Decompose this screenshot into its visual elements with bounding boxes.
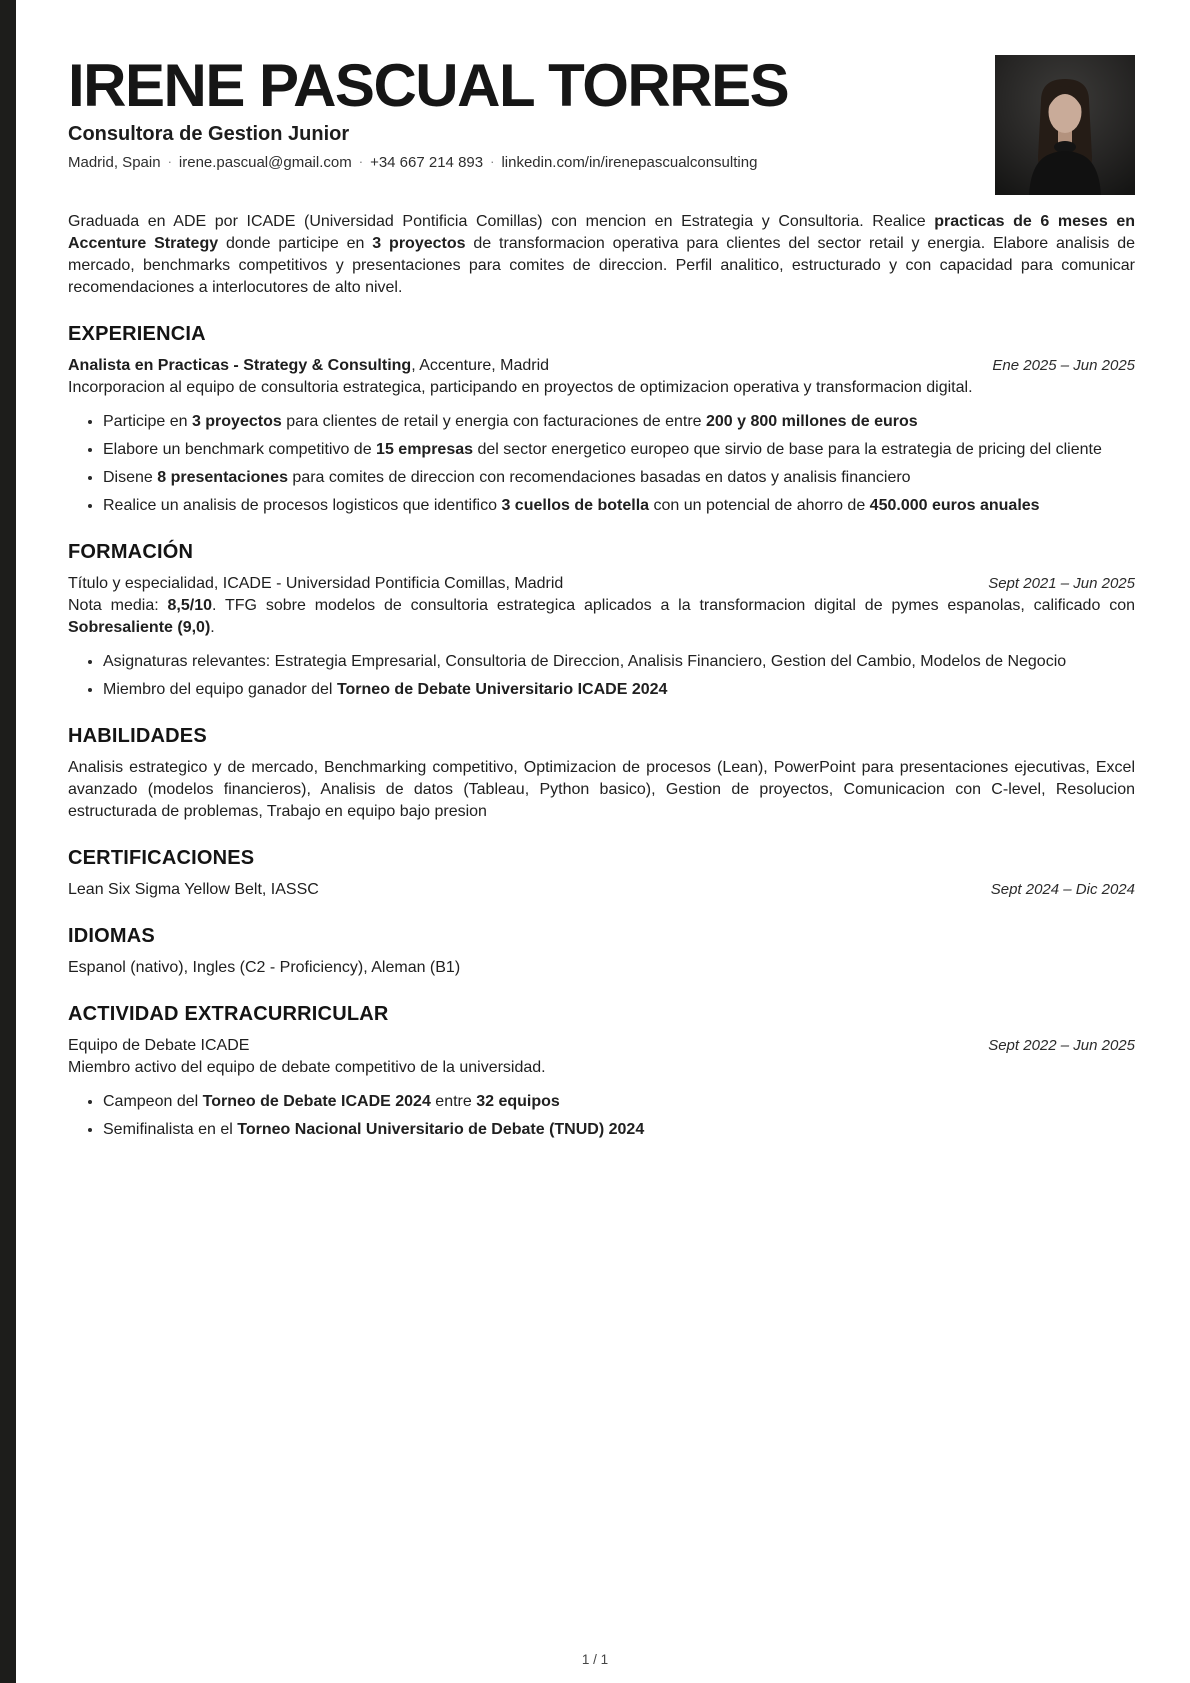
portrait-photo-graphic	[995, 55, 1135, 195]
profile-photo	[995, 55, 1135, 195]
contact-item: +34 667 214 893	[370, 154, 484, 172]
contact-item: linkedin.com/in/irenepascualconsulting	[501, 154, 758, 172]
resume-content	[68, 0, 1135, 1155]
bullet-item: • Asignaturas relevantes: Estrategia Empresarial, Consultoria de Direccion, Analisis Financiero, Gestion del Cambio, Modelos de Negocio	[103, 651, 1135, 673]
entry	[68, 573, 1135, 701]
section-heading: CERTIFICACIONES	[68, 847, 255, 869]
section-actividad-extracurricular	[68, 1003, 1135, 1141]
resume-header	[68, 0, 1135, 195]
entry-description: Analisis estrategico y de mercado, Benchmarking competitivo, Optimizacion de procesos (Lean), PowerPoint para presentaciones ejecutivas, Excel avanzado (modelos financieros), Analisis de datos (Tableau, Python basico), Gestion de proyectos, Comunicacion con C-level, Resolucion estructurada de problemas, Trabajo en equipo bajo presion	[68, 759, 1135, 820]
entry	[68, 957, 1135, 979]
entry-head	[68, 573, 1135, 595]
entry-description: Espanol (nativo), Ingles (C2 - Proficiency), Aleman (B1)	[68, 959, 461, 976]
bullet-item: • Miembro del equipo ganador del Torneo de Debate Universitario ICADE 2024	[103, 679, 1135, 701]
bullet-item: • Disene 8 presentaciones para comites de direccion con recomendaciones basadas en datos y analisis financiero	[103, 467, 1135, 489]
entry	[68, 1035, 1135, 1141]
entry-title: Título y especialidad, ICADE - Universidad Pontificia Comillas, Madrid	[68, 575, 564, 592]
section-heading: IDIOMAS	[68, 925, 155, 947]
header-text-block	[68, 52, 995, 172]
entry	[68, 355, 1135, 517]
entry-date: Sept 2022 – Jun 2025	[988, 1037, 1135, 1054]
section-experiencia	[68, 323, 1135, 517]
entry-description: Miembro activo del equipo de debate competitivo de la universidad.	[68, 1059, 546, 1076]
entry-head	[68, 1035, 1135, 1057]
entry-date: Sept 2021 – Jun 2025	[988, 575, 1135, 592]
contact-item: Madrid, Spain	[68, 154, 161, 172]
entry-description: Nota media: 8,5/10. TFG sobre modelos de consultoria estrategica aplicados a la transformacion digital de pymes espanolas, calificado con Sobresaliente (9,0).	[68, 597, 1135, 636]
section-heading: HABILIDADES	[68, 725, 207, 747]
entry	[68, 757, 1135, 823]
section-heading: EXPERIENCIA	[68, 323, 206, 345]
bullet-list	[68, 1091, 1135, 1141]
entry-title: Analista en Practicas - Strategy & Consulting, Accenture, Madrid	[68, 357, 550, 374]
contact-item: irene.pascual@gmail.com	[178, 154, 352, 172]
section-idiomas	[68, 925, 1135, 979]
contact-line	[68, 154, 971, 171]
bullet-item: • Elabore un benchmark competitivo de 15 empresas del sector energetico europeo que sirvio de base para la estrategia de pricing del cliente	[103, 439, 1135, 461]
section-certificaciones	[68, 847, 1135, 901]
bullet-item: • Participe en 3 proyectos para clientes de retail y energia con facturaciones de entre 200 y 800 millones de euros	[103, 411, 1135, 433]
bullet-list	[68, 651, 1135, 701]
entry-head	[68, 879, 1135, 901]
left-accent-bar	[0, 0, 16, 1683]
bullet-item: • Realice un analisis de procesos logisticos que identifico 3 cuellos de botella con un potencial de ahorro de 450.000 euros anuales	[103, 495, 1135, 517]
contact-separator: ·	[167, 154, 172, 170]
entry	[68, 879, 1135, 901]
job-title: Consultora de Gestion Junior	[68, 123, 350, 146]
summary-paragraph: Graduada en ADE por ICADE (Universidad Pontificia Comillas) con mencion en Estrategia y Consultoria. Realice practicas de 6 meses en Accenture Strategy donde participe en 3 proyectos de transformacion operativa para clientes del sector retail y energia. Elabore analisis de mercado, benchmarks competitivos y presentaciones para comites de direccion. Perfil analitico, estructurado y con capacidad para comunicar recomendaciones a interlocutores de alto nivel.	[68, 213, 1136, 296]
section-formacion	[68, 541, 1135, 701]
entry-description: Incorporacion al equipo de consultoria estrategica, participando en proyectos de optimizacion operativa y transformacion digital.	[68, 379, 973, 396]
bullet-list	[68, 411, 1135, 517]
entry-title: Lean Six Sigma Yellow Belt, IASSC	[68, 881, 319, 898]
page-number: 1 / 1	[581, 1652, 609, 1667]
section-habilidades	[68, 725, 1135, 823]
candidate-name: IRENE PASCUAL TORRES	[68, 52, 789, 119]
entry-date: Sept 2024 – Dic 2024	[990, 881, 1135, 898]
contact-separator: ·	[358, 154, 364, 170]
bullet-item: • Semifinalista en el Torneo Nacional Universitario de Debate (TNUD) 2024	[103, 1119, 1135, 1141]
section-heading: FORMACIÓN	[68, 541, 194, 563]
contact-separator: ·	[490, 154, 495, 170]
entry-title: Equipo de Debate ICADE	[68, 1037, 250, 1054]
bullet-item: • Campeon del Torneo de Debate ICADE 2024 entre 32 equipos	[103, 1091, 1135, 1113]
entry-date: Ene 2025 – Jun 2025	[992, 357, 1135, 374]
sections-container	[68, 323, 1135, 1141]
entry-head	[68, 355, 1135, 377]
section-heading: ACTIVIDAD EXTRACURRICULAR	[68, 1003, 389, 1025]
